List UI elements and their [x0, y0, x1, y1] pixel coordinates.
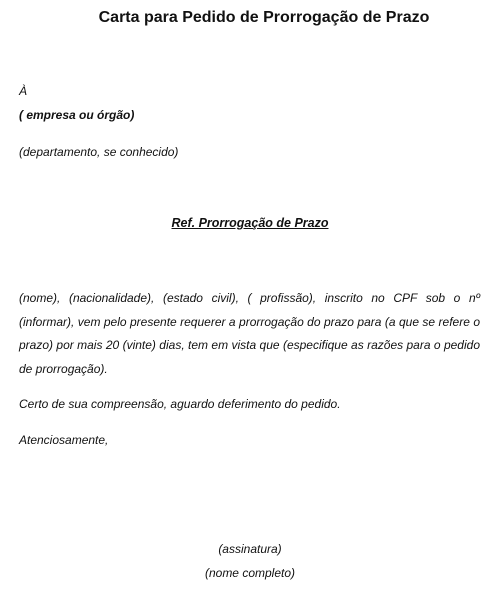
- sign-off: Atenciosamente,: [19, 433, 109, 447]
- letter-body: (nome), (nacionalidade), (estado civil), ( profissão), inscrito no CPF sob o nº (informar), vem pelo presente requerer a prorrogação do prazo para (a que se refere o prazo) por mais 20 (vinte) dias, tem em vista que (especifique as razões para o pedido de prorrogação).: [19, 291, 480, 376]
- recipient-salutation: À: [19, 84, 28, 98]
- recipient-company: ( empresa ou órgão): [19, 108, 135, 122]
- recipient-department: (departamento, se conhecido): [19, 145, 179, 159]
- signature-name: (nome completo): [204, 566, 296, 580]
- document-title: Carta para Pedido de Prorrogação de Prazo: [98, 9, 430, 26]
- reference-line: Ref. Prorrogação de Prazo: [171, 216, 329, 230]
- signature-line: (assinatura): [218, 542, 282, 556]
- closing-line: Certo de sua compreensão, aguardo deferimento do pedido.: [19, 397, 341, 411]
